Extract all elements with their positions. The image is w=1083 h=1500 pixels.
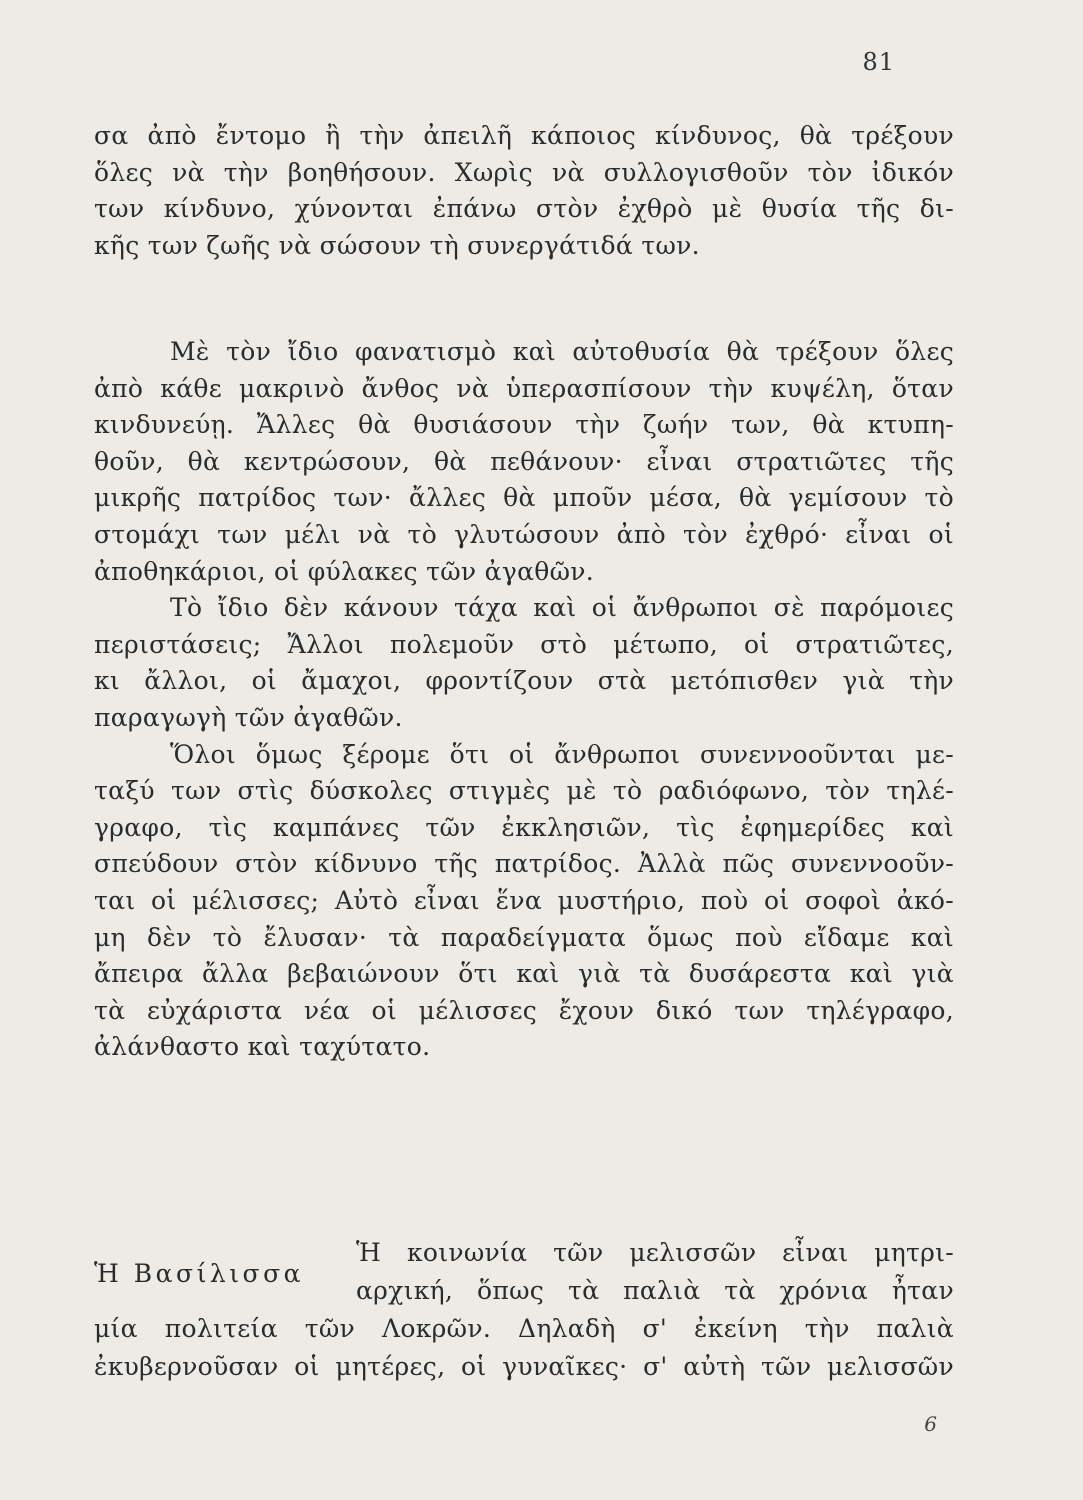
text-line: ἀλάνθαστο καὶ ταχύτατο. <box>94 1032 431 1062</box>
text-line: αρχική, ὅπως τὰ παλιὰ τὰ χρόνια ἦταν <box>356 1276 954 1305</box>
text-line: περιστάσεις; Ἄλλοι πολεμοῦν στὸ μέτωπο, οἱ στρατιῶτες, <box>94 629 954 659</box>
text-line: τὰ εὐχάριστα νέα οἱ μέλισσες ἔχουν δικό των τηλέγραφο, <box>94 995 954 1025</box>
text-line: κι ἄλλοι, οἱ ἄμαχοι, φροντίζουν στὰ μετόπισθεν γιὰ τὴν <box>94 666 954 696</box>
section-head <box>94 1234 954 1310</box>
section-queen <box>94 1234 954 1386</box>
text-line: ταξύ των στὶς δύσκολες στιγμὲς μὲ τὸ ραδιόφωνο, τὸν τηλέ- <box>94 776 954 806</box>
text-line: ται οἱ μέλισσες; Αὐτὸ εἶναι ἕνα μυστήριο, ποὺ οἱ σοφοὶ ἀκό- <box>94 885 954 915</box>
text-line: ὅλες νὰ τὴν βοηθήσουν. Χωρὶς νὰ συλλογισθοῦν τὸν ἰδικόν <box>94 157 954 187</box>
text-line: κινδυνεύῃ. Ἄλλες θὰ θυσιάσουν τὴν ζωήν των, θὰ κτυπη- <box>94 410 954 440</box>
side-heading: Ἡ Βασίλισσα <box>94 1258 305 1288</box>
page-number: 81 <box>862 48 895 76</box>
text-line: των κίνδυνο, χύνονται ἐπάνω στὸν ἐχθρὸ μὲ θυσία τῆς δι- <box>94 194 954 224</box>
text-line: μικρῆς πατρίδος των· ἄλλες θὰ μποῦν μέσα, θὰ γεμίσουν τὸ <box>94 483 954 513</box>
text-line: κῆς των ζωῆς νὰ σώσουν τὴ συνεργάτιδά των. <box>94 230 700 260</box>
text-line: ἀπὸ κάθε μακρινὸ ἄνθος νὰ ὑπερασπίσουν τὴν κυψέλη, ὅταν <box>94 373 954 403</box>
paragraph-1 <box>94 118 954 264</box>
text-line: μία πολιτεία τῶν Λοκρῶν. Δηλαδὴ σ' ἐκείνη τὴν παλιὰ <box>94 1314 954 1343</box>
text-line: Τὸ ἴδιο δὲν κάνουν τάχα καὶ οἱ ἄνθρωποι σὲ παρόμοιες <box>170 593 954 623</box>
text-line: ἀποθηκάριοι, οἱ φύλακες τῶν ἀγαθῶν. <box>94 556 595 586</box>
paragraph-2 <box>94 334 954 1066</box>
signature-mark: 6 <box>924 1412 937 1436</box>
text-line: παραγωγὴ τῶν ἀγαθῶν. <box>94 702 403 732</box>
text-line: σπεύδουν στὸν κίδνυνο τῆς πατρίδος. Ἀλλὰ πῶς συνεννοοῦν- <box>94 849 954 879</box>
section-head-lines <box>356 1234 954 1310</box>
text-line: Ἡ κοινωνία τῶν μελισσῶν εἶναι μητρι- <box>356 1238 954 1267</box>
text-line: θοῦν, θὰ κεντρώσουν, θὰ πεθάνουν· εἶναι στρατιῶτες τῆς <box>94 446 954 476</box>
text-line: γραφο, τὶς καμπάνες τῶν ἐκκλησιῶν, τὶς ἐφημερίδες καὶ <box>94 812 954 842</box>
text-line: μη δὲν τὸ ἔλυσαν· τὰ παραδείγματα ὅμως ποὺ εἴδαμε καὶ <box>94 922 954 952</box>
text-line: στομάχι των μέλι νὰ τὸ γλυτώσουν ἀπὸ τὸν ἐχθρό· εἶναι οἱ <box>94 519 954 549</box>
text-line: ἄπειρα ἄλλα βεβαιώνουν ὅτι καὶ γιὰ τὰ δυσάρεστα καὶ γιὰ <box>94 959 954 989</box>
text-line: σα ἀπὸ ἔντομο ἢ τὴν ἀπειλῆ κάποιος κίνδυνος, θὰ τρέξουν <box>94 121 954 150</box>
text-line: Ὅλοι ὅμως ξέρομε ὅτι οἱ ἄνθρωποι συνεννοοῦνται με- <box>170 739 954 769</box>
text-line: ἐκυβερνοῦσαν οἱ μητέρες, οἱ γυναῖκες· σ' αὐτὴ τῶν μελισσῶν <box>94 1352 954 1381</box>
text-line: Μὲ τὸν ἴδιο φανατισμὸ καὶ αὐτοθυσία θὰ τρέξουν ὅλες <box>170 337 954 366</box>
